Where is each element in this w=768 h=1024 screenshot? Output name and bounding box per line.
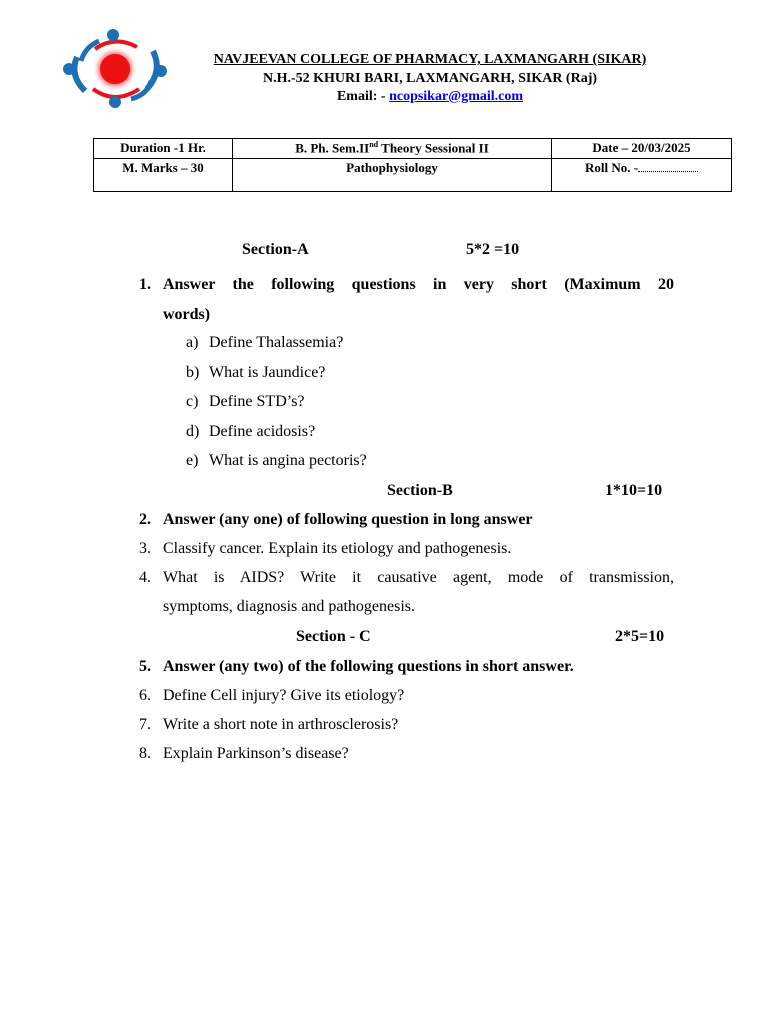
marks-cell: M. Marks – 30	[94, 159, 233, 192]
question-number: 7.	[139, 716, 151, 733]
course-cell	[233, 139, 552, 159]
sub-item-label: d)	[186, 423, 200, 440]
sub-item-text: Define STD’s?	[209, 393, 305, 410]
email-label: Email: -	[336, 89, 390, 104]
sub-item-text: What is Jaundice?	[209, 364, 326, 381]
section-b-title: Section-B	[387, 482, 453, 499]
sub-item-label: b)	[186, 364, 200, 381]
exam-info-table	[93, 138, 732, 192]
college-logo	[55, 27, 175, 111]
question-text: Answer (any one) of following question in long answer	[163, 511, 533, 528]
question-number: 4.	[139, 569, 151, 586]
question-text: Write a short note in arthrosclerosis?	[163, 716, 399, 733]
section-c-marks: 2*5=10	[615, 628, 665, 645]
question-number: 6.	[139, 687, 151, 704]
date-cell: Date – 20/03/2025	[552, 139, 732, 159]
section-b-marks: 1*10=10	[605, 482, 663, 499]
question-text: Classify cancer. Explain its etiology and pathogenesis.	[163, 540, 512, 557]
sub-item-text: What is angina pectoris?	[209, 452, 367, 469]
email-line	[170, 88, 690, 106]
course-sup: nd	[369, 140, 379, 149]
duration-cell: Duration -1 Hr.	[94, 139, 233, 159]
table-row	[94, 159, 732, 192]
question-text: Define Cell injury? Give its etiology?	[163, 687, 405, 704]
question-number: 8.	[139, 745, 151, 762]
question-text: What is AIDS? Write it causative agent, mode of transmission,	[163, 569, 674, 586]
table-row	[94, 139, 732, 159]
question-number: 1.	[139, 276, 151, 293]
question-text-cont: symptoms, diagnosis and pathogenesis.	[163, 598, 415, 615]
sub-item-label: a)	[186, 334, 199, 351]
question-text-cont: words)	[163, 306, 211, 323]
question-text: Explain Parkinson’s disease?	[163, 745, 349, 762]
roll-blank[interactable]	[638, 165, 698, 172]
section-a-title: Section-A	[242, 241, 309, 258]
college-header	[170, 50, 690, 106]
roll-label: Roll No. -	[584, 160, 639, 175]
question-number: 2.	[139, 511, 151, 528]
college-name: NAVJEEVAN COLLEGE OF PHARMACY, LAXMANGARH (SIKAR)	[213, 52, 647, 67]
section-a-marks: 5*2 =10	[466, 241, 520, 258]
question-text: Answer (any two) of the following questions in short answer.	[163, 658, 574, 675]
sub-item-label: e)	[186, 452, 199, 469]
email-link[interactable]: ncopsikar@gmail.com	[389, 89, 524, 104]
course-prefix: B. Ph. Sem.II	[295, 140, 370, 156]
question-text: Answer the following questions in very short (Maximum 20	[163, 276, 674, 293]
question-number: 3.	[139, 540, 151, 557]
sub-item-text: Define Thalassemia?	[209, 334, 344, 351]
college-address: N.H.-52 KHURI BARI, LAXMANGARH, SIKAR (Raj)	[262, 71, 598, 86]
section-c-title: Section - C	[296, 628, 371, 645]
subject-cell: Pathophysiology	[233, 159, 552, 192]
course-suffix: Theory Sessional II	[378, 140, 489, 156]
sub-item-label: c)	[186, 393, 199, 410]
roll-cell	[552, 159, 732, 192]
question-number: 5.	[139, 658, 151, 675]
sub-item-text: Define acidosis?	[209, 423, 316, 440]
